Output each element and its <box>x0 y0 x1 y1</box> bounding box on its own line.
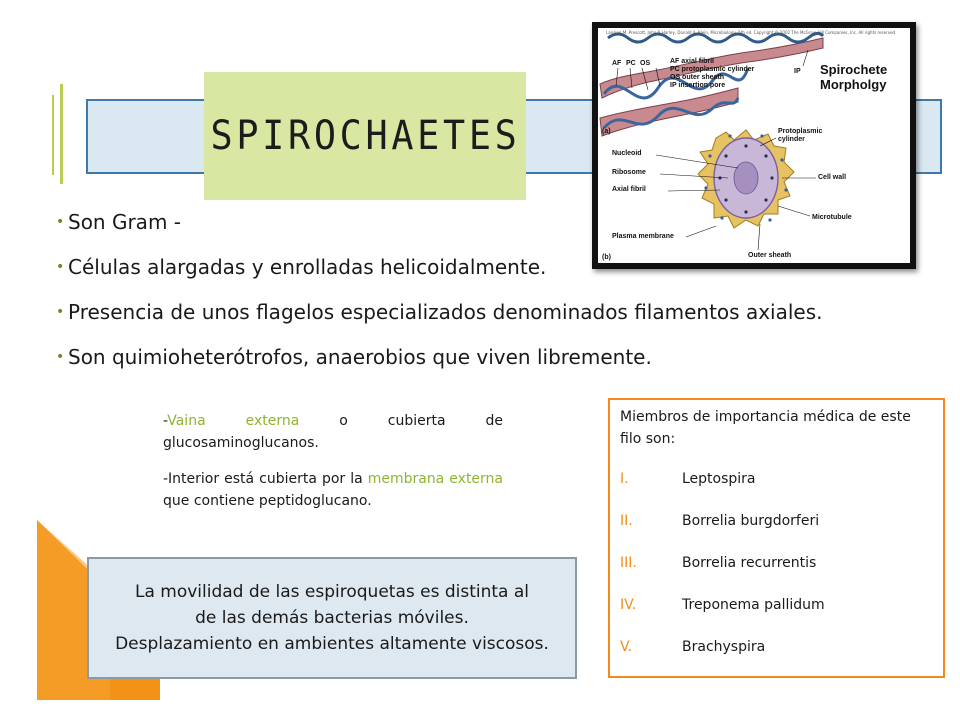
medical-members-box <box>608 398 945 678</box>
highlight-vaina-externa: Vaina externa <box>167 413 300 429</box>
bullet-item: • Son Gram - <box>58 205 908 239</box>
figure-label-ribosome: Ribosome <box>612 169 646 176</box>
figure-title: Spirochete Morpholgy <box>820 62 888 92</box>
sheath-paragraph-2: -Interior está cubierta por la membrana externa que contiene peptidoglucano. <box>163 471 504 509</box>
figure-label-protoplasmic: Protoplasmic <box>778 128 823 135</box>
figure-label-pc: PC <box>626 60 636 67</box>
figure-label-af: AF <box>612 60 622 67</box>
bullet-list <box>58 205 908 385</box>
sheath-description <box>163 410 503 526</box>
bullet-item: • Presencia de unos flagelos especializados denominados filamentos axiales. <box>58 295 908 329</box>
motility-line-2: de las demás bacterias móviles. <box>195 608 469 628</box>
figure-label-b: (b) <box>602 254 611 261</box>
motility-line-3: Desplazamiento en ambientes altamente viscosos. <box>115 634 549 654</box>
figure-label-outer-sheath: Outer sheath <box>748 252 792 259</box>
members-list <box>620 458 933 668</box>
list-item: I. Leptospira <box>620 471 756 487</box>
figure-label-nucleoid: Nucleoid <box>612 150 642 157</box>
list-item: II. Borrelia burgdorferi <box>620 513 820 529</box>
motility-line-1: La movilidad de las espiroquetas es distinta al <box>134 582 530 602</box>
figure-credit: Lansing M. Prescott, John P. Harley, Donald A. Klein, Microbiology, 5th ed. Copyright © 2002 The McGraw-Hill Companies, Inc. All rights reserved. <box>606 30 897 35</box>
figure-label-os: OS <box>640 60 651 67</box>
members-heading: Miembros de importancia médica de este filo son: <box>620 409 911 447</box>
title-accent-line-secondary <box>52 95 54 175</box>
figure-label-cylinder: cylinder <box>778 136 805 143</box>
title-box <box>204 72 526 200</box>
page-title: SPIROCHAETES <box>209 113 521 159</box>
list-item: III. Borrelia recurrentis <box>620 555 817 571</box>
figure-legend: AF axial fibril PC protoplasmic cylinder OS outer sheath IP insertion pore <box>670 58 755 89</box>
bullet-item: • Son quimioheterótrofos, anaerobios que viven libremente. <box>58 340 908 374</box>
list-item: IV. Treponema pallidum <box>620 597 825 613</box>
figure-label-microtubule: Microtubule <box>812 214 852 221</box>
highlight-membrana-externa: membrana externa <box>367 471 504 487</box>
figure-label-cell-wall: Cell wall <box>818 174 847 181</box>
sheath-paragraph-1: -Vaina externa o cubierta de glucosaminoglucanos. <box>163 413 504 451</box>
figure-label-axial-fibril: Axial fibril <box>612 186 646 193</box>
figure-label-a: (a) <box>602 128 611 135</box>
title-accent-line <box>60 84 63 184</box>
list-item: V. Brachyspira <box>620 639 766 655</box>
figure-label-plasma-membrane: Plasma membrane <box>612 233 674 240</box>
motility-box <box>87 557 577 679</box>
figure-label-ip: IP <box>794 68 801 75</box>
bullet-item: • Células alargadas y enrolladas helicoidalmente. <box>58 250 908 284</box>
